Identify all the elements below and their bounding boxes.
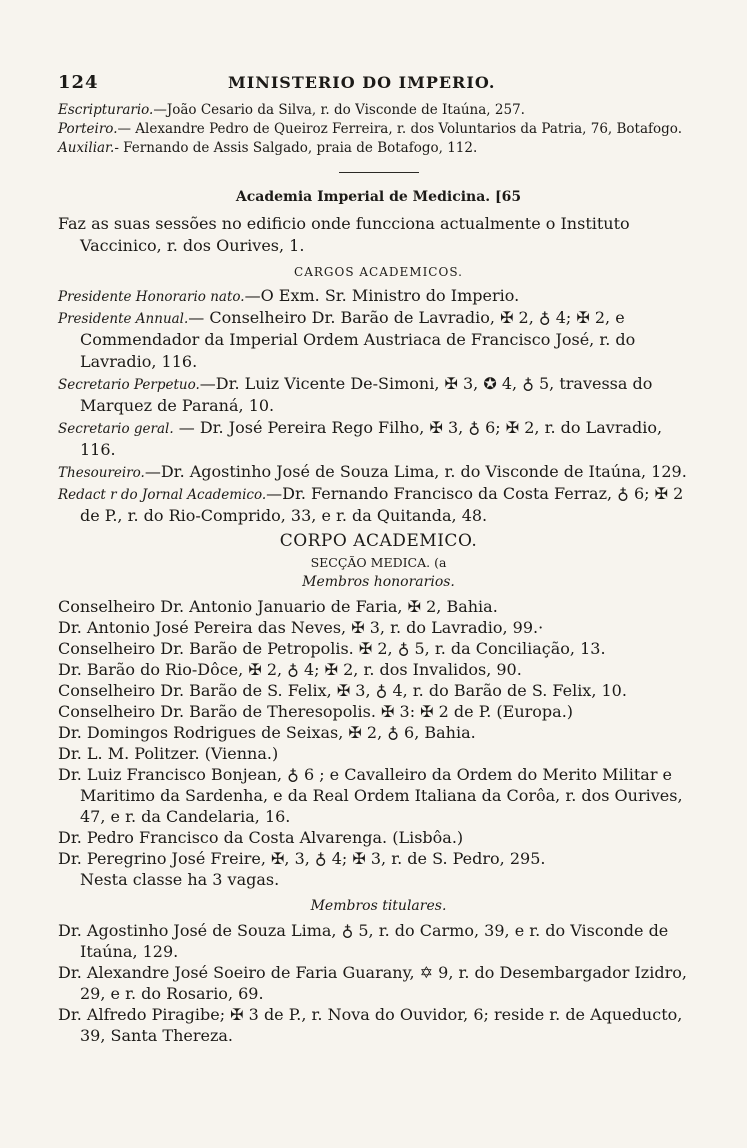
titulares-heading: Membros titulares. — [310, 898, 447, 914]
list-item: Dr. Alexandre José Soeiro de Faria Guarany, ✡ 9, r. do Desembargador Izidro, 29, e r. do Rosario, 69. — [58, 963, 687, 1003]
cargo-role: Secretario geral. — [58, 421, 174, 437]
staff-entry — [58, 139, 699, 158]
cargo-text: —Dr. Agostinho José de Souza Lima, r. do Visconde de Itaúna, 129. — [144, 462, 687, 481]
cargo-entry — [58, 285, 699, 307]
staff-list — [58, 101, 699, 158]
academy-intro — [58, 213, 699, 257]
academy-title-text: Academia Imperial de Medicina. — [235, 189, 491, 205]
cargos-heading: CARGOS ACADEMICOS. — [294, 265, 463, 279]
cargo-role: Secretario Perpetuo. — [58, 377, 200, 393]
staff-entry — [58, 120, 699, 139]
titulares-list — [58, 920, 699, 1046]
cargo-entry — [58, 417, 699, 461]
page-number: 124 — [58, 72, 99, 93]
staff-role: Porteiro. — [58, 121, 118, 137]
list-item: Dr. Luiz Francisco Bonjean, ♁ 6 ; e Cavalleiro da Ordem do Merito Militar e Maritimo da Sardenha, e da Real Ordem Italiana da Corôa, r. dos Ourives, 47, e r. da Candelaria, 16. — [58, 765, 683, 826]
cargo-entry — [58, 307, 699, 373]
list-item: Dr. Domingos Rodrigues de Seixas, ✠ 2, ♁ 6, Bahia. — [58, 723, 476, 742]
cargo-text: — Conselheiro Dr. Barão de Lavradio, ✠ 2, ♁ 4; ✠ 2, e Commendador da Imperial Ordem Austriaca de Francisco José, r. do Lavradio, 116. — [80, 308, 636, 371]
cargo-role: Presidente Honorario nato. — [58, 289, 245, 305]
list-item: Dr. Pedro Francisco da Costa Alvarenga. (Lisbôa.) — [58, 828, 464, 847]
vagas-note: Nesta classe ha 3 vagas. — [80, 870, 280, 889]
section-divider — [339, 172, 419, 173]
list-item: Dr. Antonio José Pereira das Neves, ✠ 3, r. do Lavradio, 99.· — [58, 618, 544, 637]
staff-text: — Alexandre Pedro de Queiroz Ferreira, r. dos Voluntarios da Patria, 76, Botafogo. — [117, 121, 682, 137]
cargo-entry — [58, 483, 699, 527]
list-item: Dr. Agostinho José de Souza Lima, ♁ 5, r. do Carmo, 39, e r. do Visconde de Itaúna, 129. — [58, 921, 669, 961]
list-item: Conselheiro Dr. Antonio Januario de Faria, ✠ 2, Bahia. — [58, 597, 498, 616]
list-item: Conselheiro Dr. Barão de Petropolis. ✠ 2, ♁ 5, r. da Conciliação, 13. — [58, 639, 606, 658]
cargo-entry — [58, 461, 699, 483]
list-item: Conselheiro Dr. Barão de Theresopolis. ✠ 3: ✠ 2 de P. (Europa.) — [58, 702, 574, 721]
staff-text: - Fernando de Assis Salgado, praia de Botafogo, 112. — [114, 140, 478, 156]
running-title: MINISTERIO DO IMPERIO. — [228, 73, 496, 92]
corpo-heading: CORPO ACADEMICO. — [279, 531, 478, 551]
cargo-text: — Dr. José Pereira Rego Filho, ✠ 3, ♁ 6; ✠ 2, r. do Lavradio, 116. — [80, 418, 663, 459]
cargo-role: Thesoureiro. — [58, 465, 145, 481]
list-item: Dr. Peregrino José Freire, ✠, 3, ♁ 4; ✠ 3, r. de S. Pedro, 295. — [58, 849, 546, 868]
cargo-text: —O Exm. Sr. Ministro do Imperio. — [244, 286, 520, 305]
staff-role: Escripturario. — [58, 102, 154, 118]
cargo-text: —Dr. Fernando Francisco da Costa Ferraz, ♁ 6; ✠ 2 de P., r. do Rio-Comprido, 33, e r. da Quitanda, 48. — [80, 484, 684, 525]
cargo-role: Presidente Annual. — [58, 311, 189, 327]
staff-role: Auxiliar. — [58, 140, 115, 156]
academy-title — [58, 189, 699, 205]
running-header — [58, 72, 699, 93]
list-item: Dr. Alfredo Piragibe; ✠ 3 de P., r. Nova do Ouvidor, 6; reside r. de Aqueducto, 39, Santa Thereza. — [58, 1005, 683, 1045]
academy-intro-text: Faz as suas sessões no edificio onde funcciona actualmente o Instituto Vaccinico, r. dos Ourives, 1. — [58, 214, 630, 255]
list-item: Dr. Barão do Rio-Dôce, ✠ 2, ♁ 4; ✠ 2, r. dos Invalidos, 90. — [58, 660, 522, 679]
cargo-role: Redact r do Jornal Academico. — [58, 487, 267, 503]
list-item: Dr. L. M. Politzer. (Vienna.) — [58, 744, 279, 763]
academy-footnote-ref: [65 — [495, 189, 522, 205]
honorarios-list — [58, 596, 699, 890]
cargos-list — [58, 285, 699, 527]
cargo-text: —Dr. Luiz Vicente De-Simoni, ✠ 3, ✪ 4, ♁ 5, travessa do Marquez de Paraná, 10. — [80, 374, 653, 415]
staff-text: —João Cesario da Silva, r. do Visconde de Itaúna, 257. — [153, 102, 525, 118]
cargo-entry — [58, 373, 699, 417]
staff-entry — [58, 101, 699, 120]
honorarios-heading: Membros honorarios. — [302, 574, 455, 590]
seccao-heading: SECÇÃO MEDICA. (a — [310, 555, 447, 570]
list-item: Conselheiro Dr. Barão de S. Felix, ✠ 3, ♁ 4, r. do Barão de S. Felix, 10. — [58, 681, 627, 700]
